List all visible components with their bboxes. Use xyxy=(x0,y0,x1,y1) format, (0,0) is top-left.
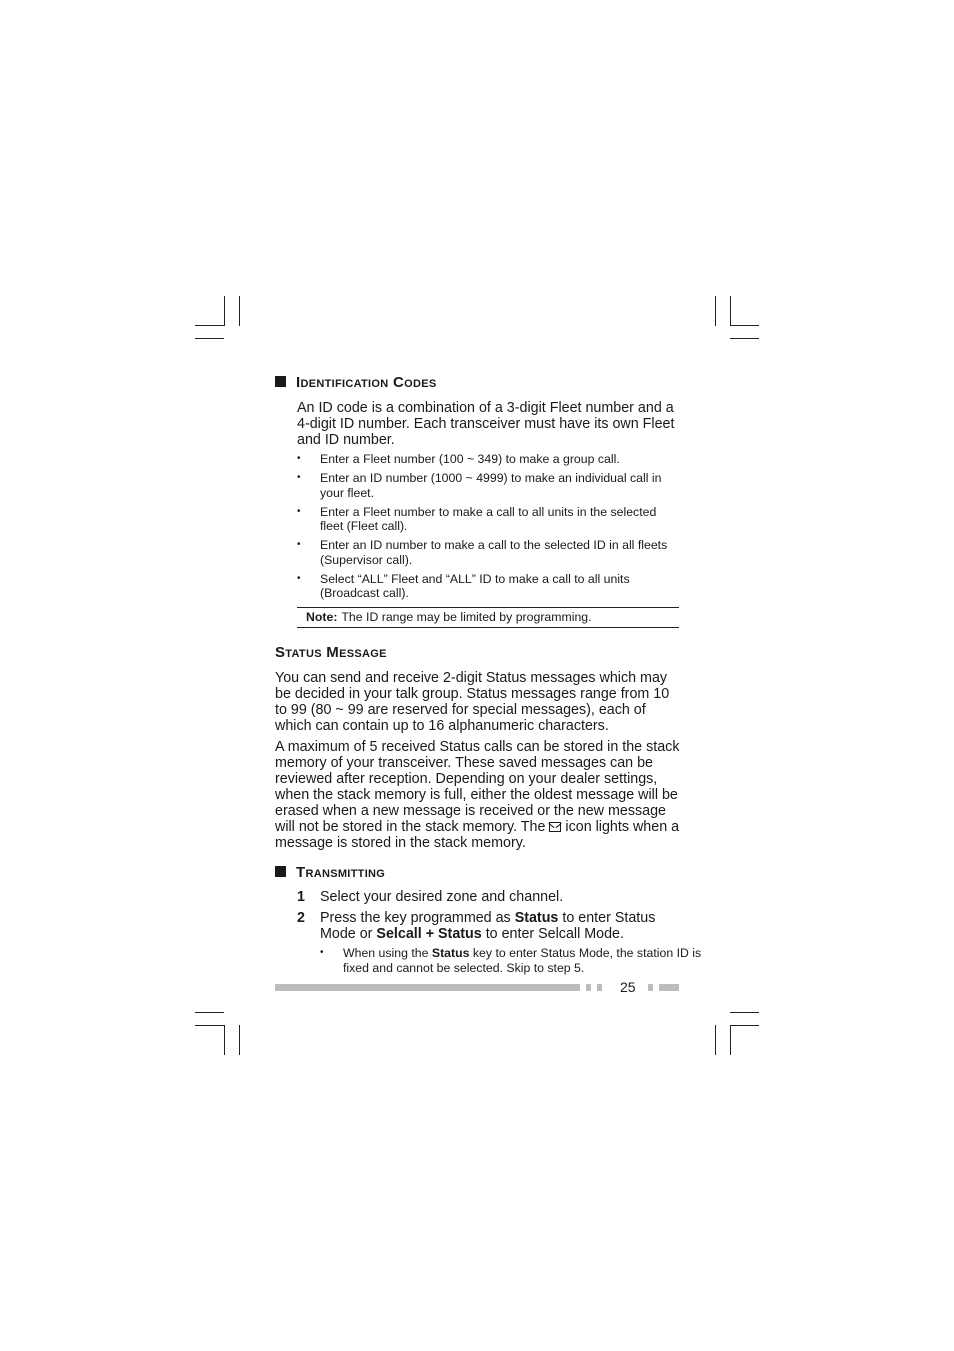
envelope-icon xyxy=(549,822,561,832)
step-number: 1 xyxy=(297,889,305,905)
crop-mark xyxy=(730,1025,759,1026)
square-bullet-icon xyxy=(275,376,286,387)
footer-bar-segment xyxy=(597,984,602,991)
step-2 xyxy=(297,910,687,942)
crop-mark xyxy=(730,1012,759,1013)
crop-mark xyxy=(224,1025,225,1055)
footer-bar xyxy=(275,984,580,991)
list-item: • Enter an ID number to make a call to the selected ID in all fleets (Supervisor call). xyxy=(297,538,682,567)
list-item: • Enter an ID number (1000 ~ 4999) to make an individual call in your fleet. xyxy=(297,471,682,500)
crop-mark xyxy=(195,1012,224,1013)
status-message-para2: A maximum of 5 received Status calls can be stored in the stack memory of your transceiver. These saved messages can be reviewed after reception. Depending on your dealer settings, when the stack memory is full, either the oldest message will be erased when a new message is received or the new message will not be stored in the stack memory. The icon lights when a message is stored in the stack memory. xyxy=(275,739,680,851)
page-number: 25 xyxy=(620,979,636,995)
crop-mark xyxy=(239,1025,240,1055)
crop-mark xyxy=(195,338,224,339)
square-bullet-icon xyxy=(275,866,286,877)
section-heading-identification-codes: Identification Codes xyxy=(275,374,436,391)
note-box xyxy=(297,607,679,628)
note-text: The ID range may be limited by programming. xyxy=(341,610,592,624)
section-heading-status-message: Status Message xyxy=(275,644,387,661)
crop-mark xyxy=(195,325,224,326)
crop-mark xyxy=(730,338,759,339)
crop-mark xyxy=(224,296,225,326)
status-message-para1: You can send and receive 2-digit Status messages which may be decided in your talk group. Status messages range from 10 to 99 (80 ~ 99 are reserved for special messages), each of which can contain up to 16 alphanumeric characters. xyxy=(275,670,670,734)
list-item: • Enter a Fleet number (100 ~ 349) to make a group call. xyxy=(297,452,682,467)
crop-mark xyxy=(715,296,716,326)
step-text: Press the key programmed as Status to enter Status Mode or Selcall + Status to enter Selcall Mode. xyxy=(320,910,656,942)
step-number: 2 xyxy=(297,910,305,926)
crop-mark xyxy=(195,1025,224,1026)
footer-bar-segment xyxy=(648,984,653,991)
footer-bar-segment xyxy=(659,984,679,991)
list-item: • Select “ALL” Fleet and “ALL” ID to make a call to all units (Broadcast call). xyxy=(297,572,682,601)
list-item: • Enter a Fleet number to make a call to all units in the selected fleet (Fleet call). xyxy=(297,505,682,534)
id-codes-bullet-list xyxy=(297,452,682,605)
crop-mark xyxy=(730,296,731,326)
step-text: Select your desired zone and channel. xyxy=(320,889,564,905)
crop-mark xyxy=(239,296,240,326)
section-heading-transmitting: Transmitting xyxy=(275,864,385,881)
note-label: Note: xyxy=(306,610,338,624)
step-1 xyxy=(297,889,687,905)
crop-mark xyxy=(730,1025,731,1055)
step-2-subbullet: • When using the Status key to enter Status Mode, the station ID is fixed and cannot be selected. Skip to step 5. xyxy=(320,946,713,975)
crop-mark xyxy=(730,325,759,326)
footer-bar-segment xyxy=(586,984,591,991)
id-codes-intro: An ID code is a combination of a 3-digit Fleet number and a 4-digit ID number. Each transceiver must have its own Fleet and ID number. xyxy=(297,400,675,448)
crop-mark xyxy=(715,1025,716,1055)
